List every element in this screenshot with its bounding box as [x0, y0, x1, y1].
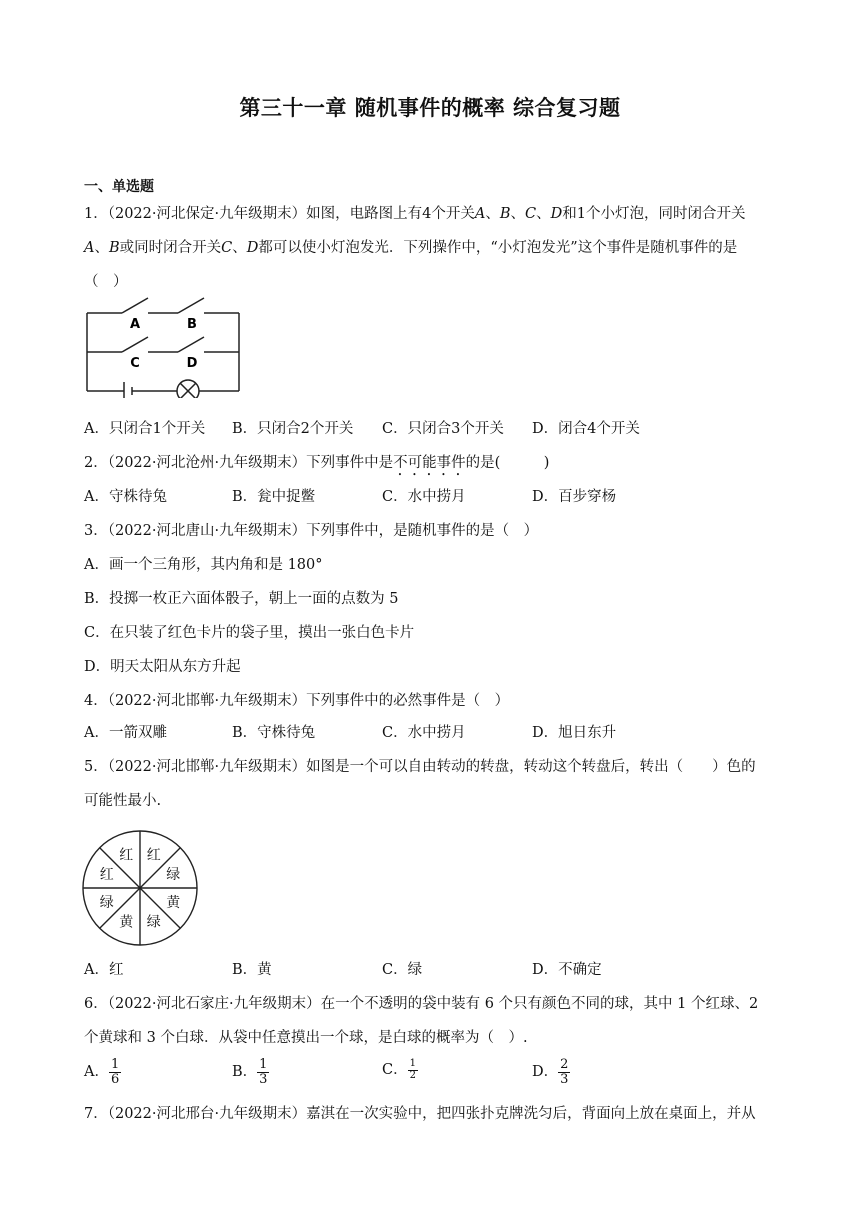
- q6-option-c[interactable]: C． $\frac{1}{2}$: [382, 1058, 416, 1081]
- q4-options: [84, 721, 784, 745]
- spinner-diagram: [80, 828, 200, 948]
- switch-d-label: D: [186, 356, 198, 371]
- q5-stem-line1: 5．（2022·河北邯郸·九年级期末）如图是一个可以自由转动的转盘，转动这个转盘后，转出（ ）色的: [84, 759, 756, 775]
- spinner-sector-label: 黄: [166, 894, 181, 911]
- q1-stem-line1: 1．（2022·河北保定·九年级期末）如图，电路图上有4个开关A、B、C、D和1个小灯泡，同时闭合开关: [84, 206, 746, 222]
- q4-option-a[interactable]: A．一箭双雕: [84, 725, 167, 741]
- q1-options: [84, 417, 784, 441]
- q1-option-a[interactable]: A．只闭合1个开关: [84, 421, 206, 437]
- q2-stem: 2．（2022·河北沧州·九年级期末）下列事件中是不可能事件的是( ): [84, 455, 550, 471]
- spinner-sector-label: 绿: [146, 914, 161, 931]
- q3-option-d[interactable]: D．明天太阳从东方升起: [84, 659, 241, 675]
- page-title: 第三十一章 随机事件的概率 综合复习题: [239, 96, 621, 120]
- q6-stem-line2: 个黄球和 3 个白球．从袋中任意摸出一个球，是白球的概率为（ ）.: [84, 1030, 528, 1046]
- q2-options: [84, 485, 784, 509]
- q5-options: [84, 958, 784, 982]
- spinner-sector-label: 红: [119, 847, 134, 864]
- q5-option-c[interactable]: C．绿: [382, 962, 423, 978]
- q1-stem-line3: （ ）: [84, 274, 128, 290]
- switch-c-label: C: [130, 356, 140, 371]
- q5-option-d[interactable]: D．不确定: [532, 962, 602, 978]
- q2-option-d[interactable]: D．百步穿杨: [532, 489, 617, 505]
- q6-options: [84, 1058, 784, 1090]
- q4-option-c[interactable]: C．水中捞月: [382, 725, 466, 741]
- q5-stem-line2: 可能性最小.: [84, 793, 162, 809]
- spinner-sector-label: 绿: [166, 867, 181, 884]
- q5-option-a[interactable]: A．红: [84, 962, 124, 978]
- q2-option-a[interactable]: A．守株待兔: [84, 489, 167, 505]
- spinner-sector-label: 绿: [99, 894, 114, 911]
- q4-option-d[interactable]: D．旭日东升: [532, 725, 617, 741]
- circuit-diagram: [84, 296, 244, 398]
- q6-option-b[interactable]: B． $\frac{1}{3}$: [232, 1057, 268, 1087]
- q1-option-c[interactable]: C．只闭合3个开关: [382, 421, 504, 437]
- q3-option-c[interactable]: C．在只装了红色卡片的袋子里，摸出一张白色卡片: [84, 625, 415, 641]
- q3-option-b[interactable]: B．投掷一枚正六面体骰子，朝上一面的点数为 5: [84, 591, 399, 607]
- q1-stem-line2: A、B或同时闭合开关C、D都可以使小灯泡发光．下列操作中，“小灯泡发光”这个事件是随机事件的是: [84, 240, 738, 256]
- q4-option-b[interactable]: B．守株待兔: [232, 725, 316, 741]
- q1-option-b[interactable]: B．只闭合2个开关: [232, 421, 354, 437]
- section-heading: 一、单选题: [84, 179, 154, 195]
- q6-stem-line1: 6．（2022·河北石家庄·九年级期末）在一个不透明的袋中装有 6 个只有颜色不同的球，其中 1 个红球、2: [84, 996, 759, 1012]
- q4-stem: 4．（2022·河北邯郸·九年级期末）下列事件中的必然事件是（ ）: [84, 693, 510, 709]
- q2-option-b[interactable]: B．瓮中捉鳖: [232, 489, 316, 505]
- spinner-sector-label: 红: [146, 847, 161, 864]
- q6-option-d[interactable]: D． $\frac{2}{3}$: [532, 1057, 569, 1087]
- q7-stem: 7．（2022·河北邢台·九年级期末）嘉淇在一次实验中，把四张扑克牌洗匀后，背面向上放在桌面上，并从: [84, 1106, 756, 1122]
- switch-a-label: A: [129, 317, 141, 332]
- q1-option-d[interactable]: D．闭合4个开关: [532, 421, 640, 437]
- q3-stem: 3．（2022·河北唐山·九年级期末）下列事件中，是随机事件的是（ ）: [84, 523, 539, 539]
- q2-option-c[interactable]: C．水中捞月: [382, 489, 466, 505]
- q5-option-b[interactable]: B．黄: [232, 962, 272, 978]
- switch-b-label: B: [187, 317, 197, 332]
- spinner-sector-label: 红: [99, 867, 114, 884]
- q3-option-a[interactable]: A．画一个三角形，其内角和是 180°: [84, 557, 323, 573]
- q6-option-a[interactable]: A． $\frac{1}{6}$: [84, 1057, 120, 1087]
- spinner-sector-label: 黄: [119, 914, 134, 931]
